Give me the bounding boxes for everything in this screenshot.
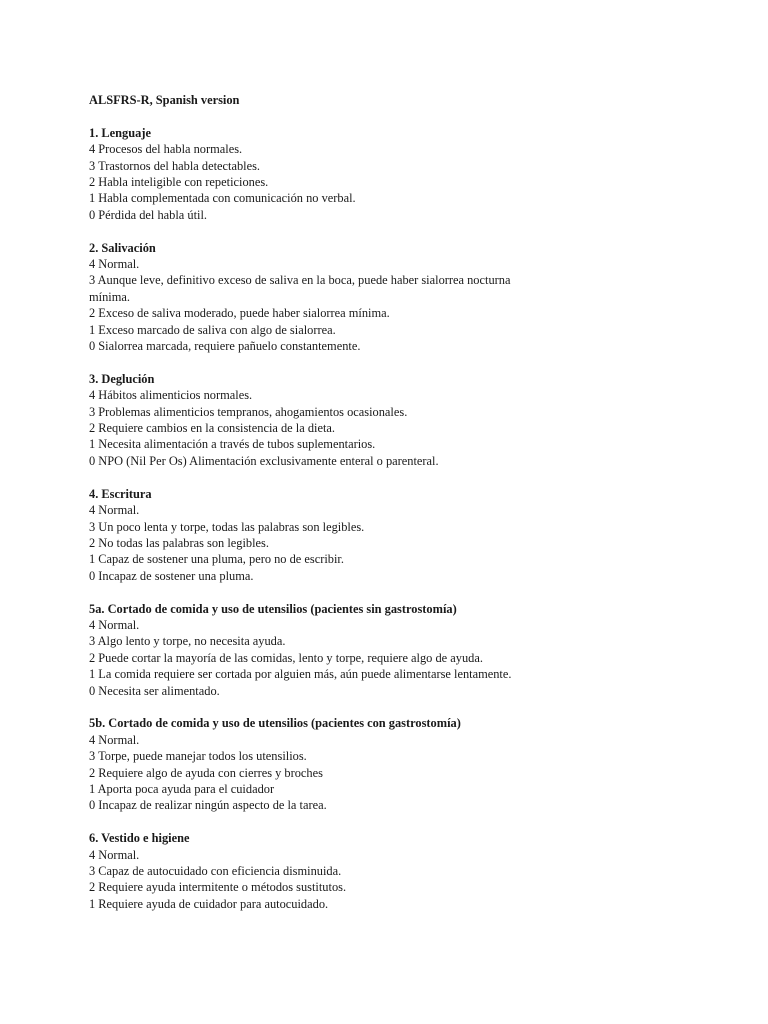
score-item: 1 Capaz de sostener una pluma, pero no de escribir. bbox=[89, 552, 344, 567]
document-title: ALSFRS-R, Spanish version bbox=[89, 93, 240, 107]
score-item: 4 Procesos del habla normales. bbox=[89, 142, 243, 157]
score-item: 3 Capaz de autocuidado con eficiencia disminuida. bbox=[89, 863, 342, 878]
score-item: 1 Habla complementada con comunicación no verbal. bbox=[89, 191, 356, 206]
score-item: 1 La comida requiere ser cortada por alguien más, aún puede alimentarse lentamente. bbox=[89, 667, 512, 682]
score-item: 1 Necesita alimentación a través de tubos suplementarios. bbox=[89, 437, 376, 452]
section-salivacion bbox=[89, 240, 529, 355]
score-item: 3 Aunque leve, definitivo exceso de saliva en la boca, puede haber sialorrea nocturna mínima. bbox=[89, 273, 511, 304]
score-item: 3 Algo lento y torpe, no necesita ayuda. bbox=[89, 634, 286, 649]
score-item: 0 NPO (Nil Per Os) Alimentación exclusivamente enteral o parenteral. bbox=[89, 453, 439, 468]
section-vestido-higiene bbox=[89, 830, 529, 912]
section-heading: 3. Deglución bbox=[89, 371, 155, 386]
score-item: 4 Normal. bbox=[89, 617, 140, 632]
score-item: 2 Requiere algo de ayuda con cierres y broches bbox=[89, 765, 323, 780]
score-item: 1 Exceso marcado de saliva con algo de sialorrea. bbox=[89, 322, 336, 337]
score-item: 2 Requiere ayuda intermitente o métodos sustitutos. bbox=[89, 880, 347, 895]
score-item: 3 Torpe, puede manejar todos los utensilios. bbox=[89, 749, 307, 764]
score-item: 0 Sialorrea marcada, requiere pañuelo constantemente. bbox=[89, 339, 361, 354]
score-item: 0 Necesita ser alimentado. bbox=[89, 683, 220, 698]
section-heading: 5b. Cortado de comida y uso de utensilios (pacientes con gastrostomía) bbox=[89, 716, 461, 731]
document-page bbox=[89, 92, 529, 929]
section-escritura bbox=[89, 486, 529, 584]
section-cortado-sin-gastrostomia bbox=[89, 601, 529, 699]
score-item: 2 Requiere cambios en la consistencia de la dieta. bbox=[89, 421, 335, 436]
score-item: 4 Normal. bbox=[89, 847, 140, 862]
score-item: 4 Normal. bbox=[89, 732, 140, 747]
score-item: 3 Problemas alimenticios tempranos, ahogamientos ocasionales. bbox=[89, 404, 408, 419]
score-item: 2 No todas las palabras son legibles. bbox=[89, 535, 269, 550]
score-item: 0 Incapaz de realizar ningún aspecto de la tarea. bbox=[89, 798, 327, 813]
section-deglucion bbox=[89, 371, 529, 469]
score-item: 1 Aporta poca ayuda para el cuidador bbox=[89, 781, 275, 796]
score-item: 3 Trastornos del habla detectables. bbox=[89, 158, 261, 173]
score-item: 4 Normal. bbox=[89, 257, 140, 272]
score-item: 4 Hábitos alimenticios normales. bbox=[89, 388, 253, 403]
score-item: 2 Habla inteligible con repeticiones. bbox=[89, 175, 269, 190]
section-lenguaje bbox=[89, 125, 529, 223]
score-item: 2 Exceso de saliva moderado, puede haber sialorrea mínima. bbox=[89, 306, 390, 321]
section-heading: 4. Escritura bbox=[89, 486, 152, 501]
section-heading: 2. Salivación bbox=[89, 240, 156, 255]
score-item: 3 Un poco lenta y torpe, todas las palabras son legibles. bbox=[89, 519, 365, 534]
score-item: 2 Puede cortar la mayoría de las comidas, lento y torpe, requiere algo de ayuda. bbox=[89, 650, 483, 665]
section-heading: 1. Lenguaje bbox=[89, 125, 151, 140]
score-item: 0 Pérdida del habla útil. bbox=[89, 207, 208, 222]
section-heading: 6. Vestido e higiene bbox=[89, 831, 190, 846]
section-heading: 5a. Cortado de comida y uso de utensilios (pacientes sin gastrostomía) bbox=[89, 601, 457, 616]
score-item: 0 Incapaz de sostener una pluma. bbox=[89, 568, 254, 583]
score-item: 4 Normal. bbox=[89, 503, 140, 518]
score-item: 1 Requiere ayuda de cuidador para autocuidado. bbox=[89, 896, 329, 911]
section-cortado-con-gastrostomia bbox=[89, 715, 529, 813]
